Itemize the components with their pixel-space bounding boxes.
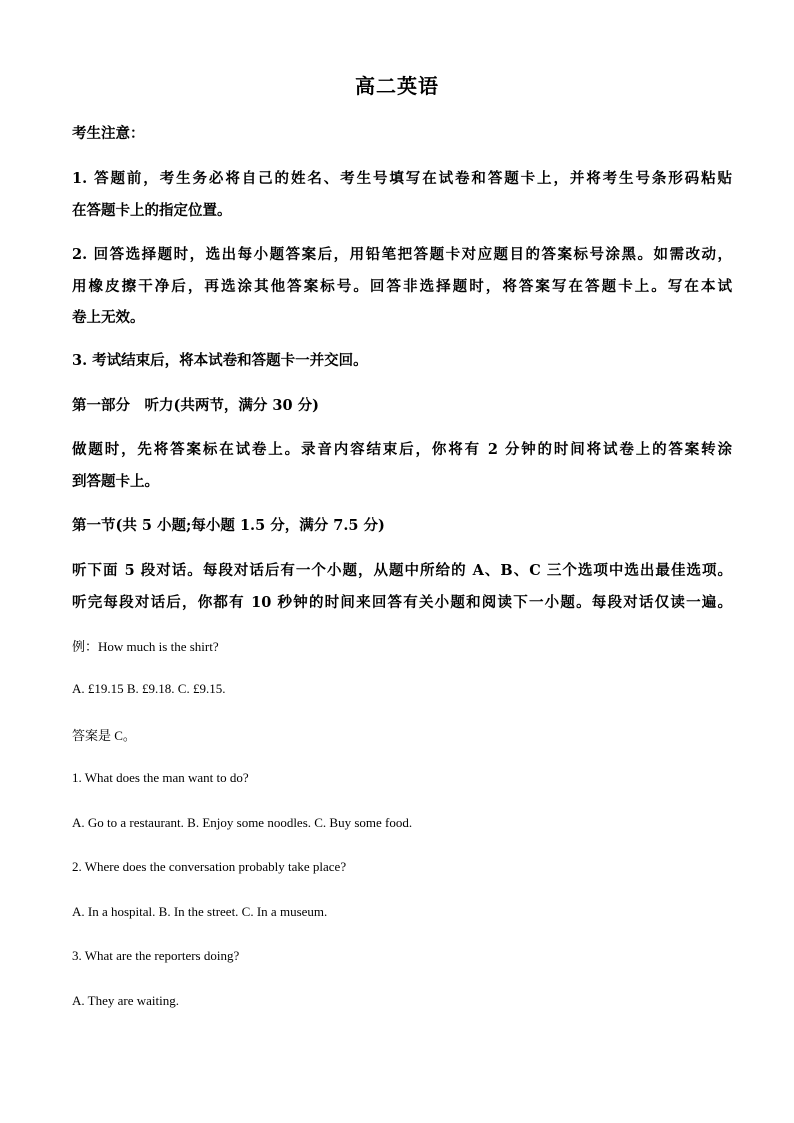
question-3: 3. What are the reporters doing? [72,948,240,963]
part-1-heading: 第一部分 听力(共两节，满分 30 分) [72,397,319,414]
example-options: A. £19.15 B. £9.18. C. £9.15. [72,681,226,696]
section-1-instruction-line-1: 听下面 5 段对话。每段对话后有一个小题，从题中所给的 A、B、C 三个选项中选出最佳选项。 [72,562,732,579]
notice-item-1-line-2: 在答题卡上的指定位置。 [72,202,232,219]
part-1-instruction-line-2: 到答题卡上。 [72,473,159,490]
notice-item-3: 3. 考试结束后，将本试卷和答题卡一并交回。 [72,352,368,369]
question-2: 2. Where does the conversation probably take place? [72,859,347,874]
example-answer: 答案是 C。 [72,728,136,743]
question-1-options: A. Go to a restaurant. B. Enjoy some noodles. C. Buy some food. [72,815,413,830]
example-question: 例：How much is the shirt? [72,639,219,654]
notice-heading: 考生注意： [72,125,145,142]
question-2-options: A. In a hospital. B. In the street. C. In a museum. [72,904,328,919]
notice-item-1-line-1: 1. 答题前，考生务必将自己的姓名、考生号填写在试卷和答题卡上，并将考生号条形码粘贴 [72,170,732,187]
notice-item-2-line-3: 卷上无效。 [72,309,145,326]
section-1-heading: 第一节(共 5 小题;每小题 1.5 分，满分 7.5 分) [72,517,385,534]
question-3-options: A. They are waiting. [72,993,179,1008]
notice-item-2-line-2: 用橡皮擦干净后，再选涂其他答案标号。回答非选择题时，将答案写在答题卡上。写在本试 [72,278,732,295]
question-1: 1. What does the man want to do? [72,770,249,785]
part-1-instruction-line-1: 做题时，先将答案标在试卷上。录音内容结束后，你将有 2 分钟的时间将试卷上的答案转涂 [72,441,732,458]
notice-item-2-line-1: 2. 回答选择题时，选出每小题答案后，用铅笔把答题卡对应题目的答案标号涂黑。如需改动， [72,246,732,263]
section-1-instruction-line-2: 听完每段对话后，你都有 10 秒钟的时间来回答有关小题和阅读下一小题。每段对话仅读一遍。 [72,594,732,611]
page-title: 高二英语 [355,74,439,98]
